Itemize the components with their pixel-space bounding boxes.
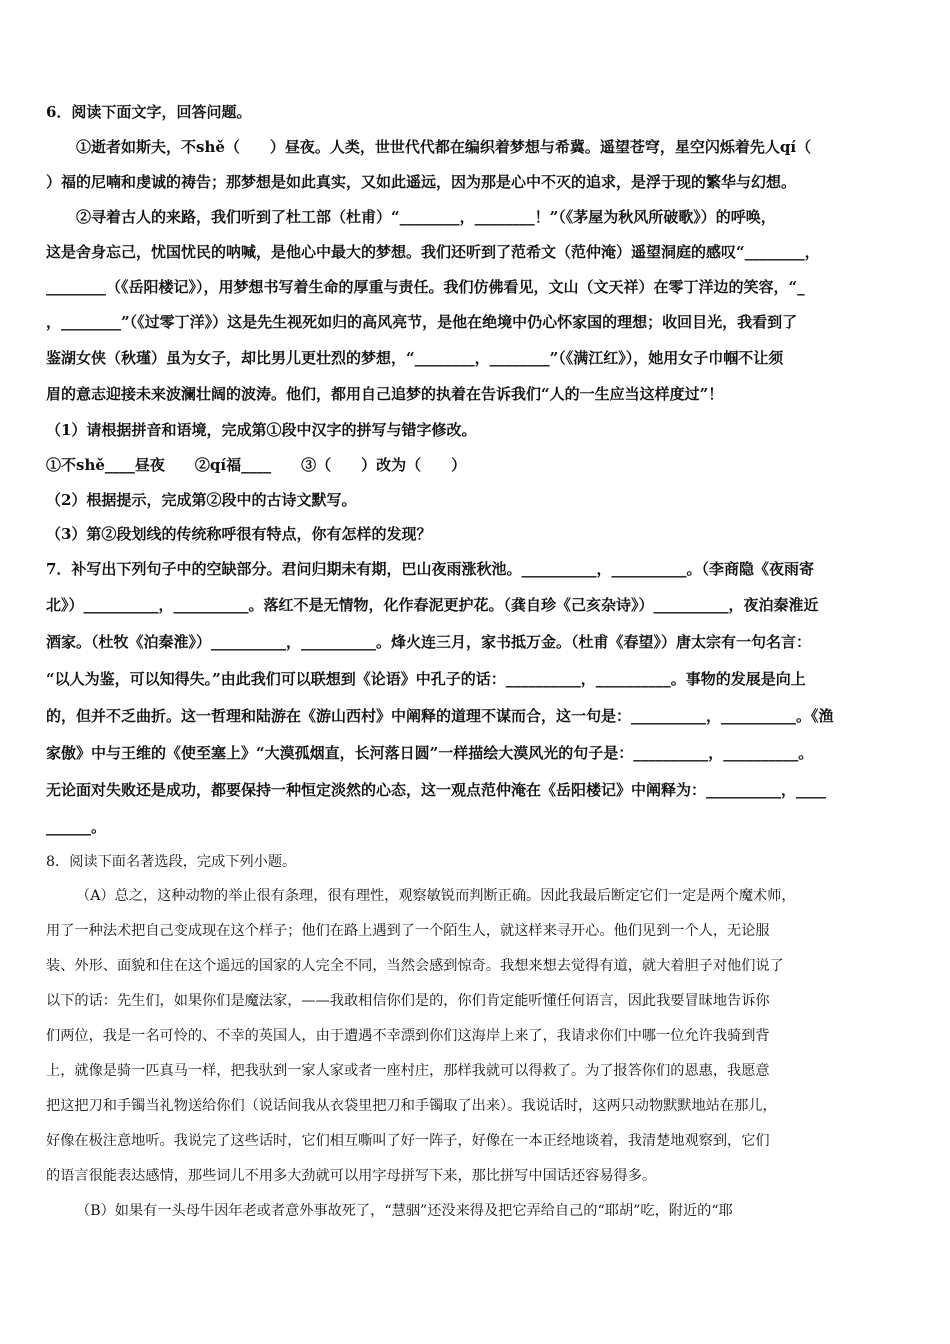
q8-paraA-line: 装、外形、面貌和住在这个遥远的国家的人完全不同，当然会感到惊奇。我想来想去觉得有道，就大着胆子对他们说了 [46,958,784,974]
q7-line: 北》）__________，__________。落红不是无情物，化作春泥更护花。（龚自珍《己亥杂诗》）__________，夜泊秦淮近 [46,596,819,614]
q7-line: “以人为鉴，可以知得失。”由此我们可以联想到《论语》中孔子的话：__________，__________。事物的发展是向上 [46,670,806,688]
q7-line: 酒家。（杜牧《泊秦淮》）__________，__________。烽火连三月，家书抵万金。（杜甫《春望》）唐太宗有一句名言： [46,633,812,651]
q7-line: ______。 [46,818,107,836]
q6-subquestion: （3）第②段划线的传统称呼很有特点，你有怎样的发现？ [46,525,432,543]
q8-paraA-line: 好像在极注意地听。我说完了这些话时，它们相互嘶叫了好一阵子，好像在一本正经地谈着，我清楚地观察到，它们 [46,1133,770,1149]
q8-paraA-line: 们两位，我是一名可怜的、不幸的英国人，由于遭遇不幸漂到你们这海岸上来了，我请求你们中哪一位允许我骑到背 [46,1028,770,1044]
q8-paraA-line: （A）总之，这种动物的举止很有条理，很有理性，观察敏锐而判断正确。因此我最后断定它们一定是两个魔术师， [76,888,796,904]
q7-line: 家傲》中与王维的《使至塞上》“大漠孤烟直，长河落日圆”一样描绘大漠风光的句子是：__________，__________。 [46,744,814,762]
q6-para2-line: 眉的意志迎接未来波澜壮阔的波涛。他们，都用自己追梦的执着在告诉我们“人的一生应当这样度过”！ [46,385,724,403]
q7-line: 7．补写出下列句子中的空缺部分。君问归期未有期，巴山夜雨涨秋池。__________，__________。（李商隐《夜雨寄 [46,560,814,578]
q8-paraA-line: 把这把刀和手镯当礼物送给你们（说话间我从衣袋里把刀和手镯取了出来）。我说话时，这两只动物默默地站在那儿， [46,1098,777,1114]
q6-para2-line: ________（《岳阳楼记》），用梦想书写着生命的厚重与责任。我们仿佛看见，文山（文天祥）在零丁洋边的笑容，“_ [46,278,805,296]
q6-subquestion-blanks: ①不shě____昼夜 ②qí福____ ③（ ）改为（ ） [46,456,467,474]
q8-title: 8．阅读下面名著选段，完成下列小题。 [46,854,297,870]
q8-paraA-line: 上，就像是骑一匹真马一样，把我驮到一家人家或者一座村庄，那样我就可以得救了。为了报答你们的恩惠，我愿意 [46,1063,770,1079]
q6-para2-line: 这是舍身忘己，忧国忧民的呐喊，是他心中最大的梦想。我们还听到了范希文（范仲淹）遥望洞庭的感叹“________， [46,243,820,261]
q6-subquestion: （2）根据提示，完成第②段中的古诗文默写。 [46,491,357,509]
q8-paraA-line: 用了一种法术把自己变成现在这个样子；他们在路上遇到了一个陌生人，就这样来寻开心。他们见到一个人，无论服 [46,923,770,939]
q6-title: 6．阅读下面文字，回答问题。 [46,103,252,121]
q6-para2-line: ，________”（《过零丁洋》）这是先生视死如归的高风亮节，是他在绝境中仍心怀家国的理想；收回目光，我看到了 [46,313,798,331]
q7-line: 的，但并不乏曲折。这一哲理和陆游在《游山西村》中阐释的道理不谋而合，这一句是：__________，__________。《渔 [46,707,834,725]
q8-paraA-line: 的语言很能表达感情，那些词儿不用多大劲就可以用字母拼写下来，那比拼写中国话还容易得多。 [46,1168,657,1184]
q6-para1-line: ）福的尼喃和虔诚的祷告；那梦想是如此真实，又如此遥远，因为那是心中不灭的追求，是浮于现的繁华与幻想。 [46,173,797,191]
q6-para2-line: 鉴湖女侠（秋瑾）虽为女子，却比男儿更壮烈的梦想，“________，________”（《满江红》），她用女子巾帼不让须 [46,349,784,367]
q6-para2-line: ②寻着古人的来路，我们听到了杜工部（杜甫）“________，________！”（《茅屋为秋风所破歌》）的呼唤， [76,208,776,226]
q7-line: 无论面对失败还是成功，都要保持一种恒定淡然的心态，这一观点范仲淹在《岳阳楼记》中阐释为：__________，____ [46,781,827,799]
q8-paraB-line: （B）如果有一头母牛因年老或者意外事故死了，“慧骃”还没来得及把它弄给自己的“耶胡”吃，附近的“耶 [76,1203,733,1219]
q6-subquestion: （1）请根据拼音和语境，完成第①段中汉字的拼写与错字修改。 [46,421,477,439]
q8-paraA-line: 以下的话：先生们，如果你们是魔法家，——我敢相信你们是的，你们肯定能听懂任何语言，因此我要冒昧地告诉你 [46,993,770,1009]
q6-para1-line: ①逝者如斯夫，不shě（ ）昼夜。人类，世世代代都在编织着梦想与希冀。遥望苍穹，星空闪烁着先人qí（ [76,138,812,156]
